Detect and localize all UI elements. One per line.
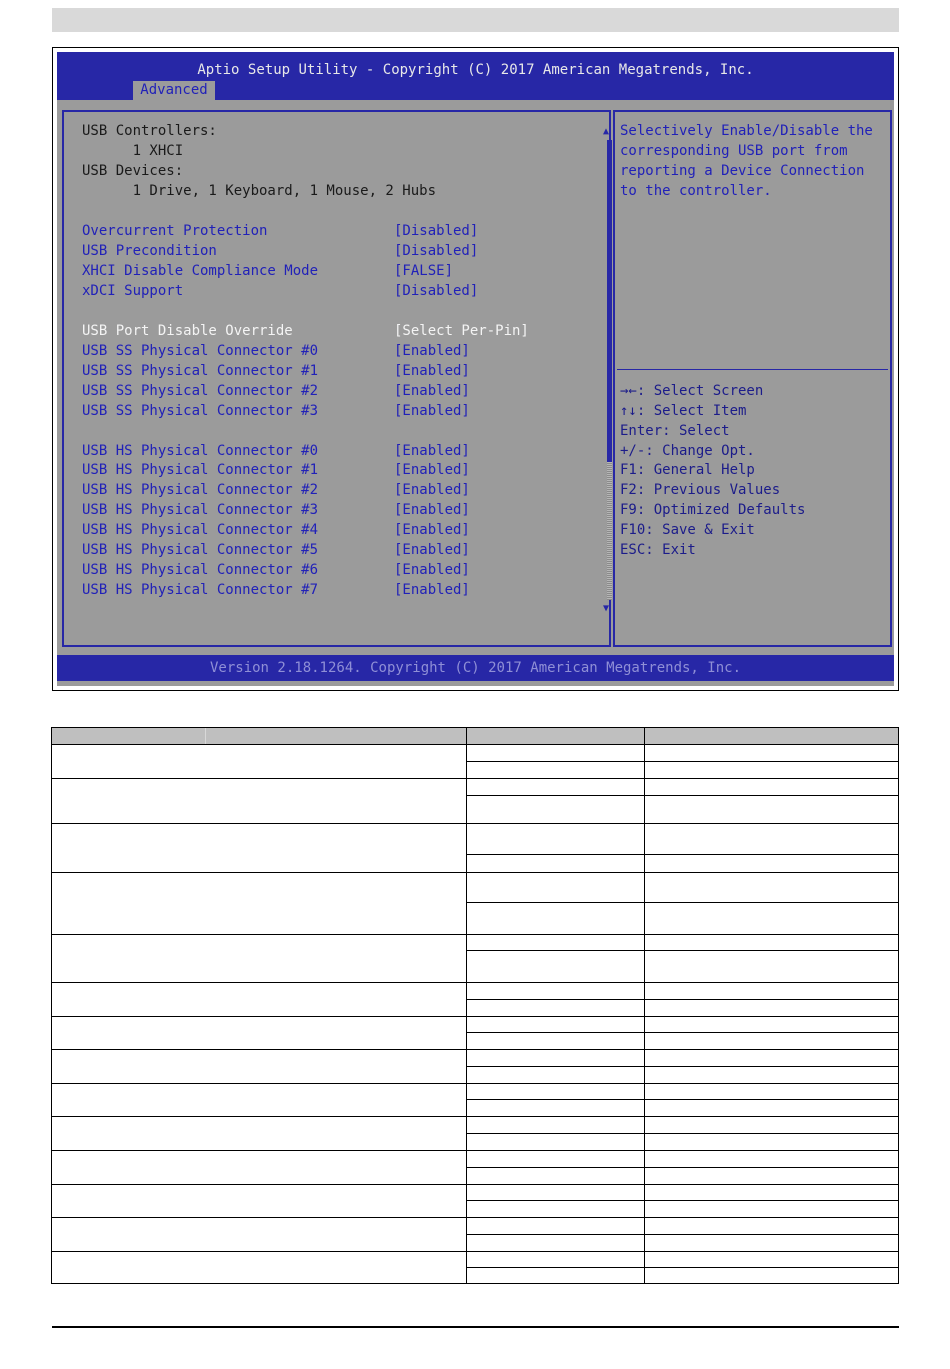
setting-overcurrent-protection[interactable]: Overcurrent Protection: [82, 223, 268, 239]
tab-advanced[interactable]: Advanced: [133, 81, 215, 100]
help-text-line: Selectively Enable/Disable the: [620, 123, 873, 139]
setting-hs-connector-7[interactable]: USB HS Physical Connector #7: [82, 582, 319, 598]
help-text-line: to the controller.: [620, 183, 772, 199]
setting-hs-connector-3[interactable]: USB HS Physical Connector #3: [82, 502, 319, 518]
table-row-divider: [52, 1251, 898, 1252]
setting-hs-connector-2-value[interactable]: [Enabled]: [394, 482, 470, 498]
table-row-divider: [52, 1217, 898, 1218]
scroll-up-arrow-icon[interactable]: ▲: [603, 126, 610, 137]
key-hint-select-item: ↑↓: Select Item: [620, 403, 747, 419]
setting-ss-connector-0-value[interactable]: [Enabled]: [394, 343, 470, 359]
setting-usb-precondition-value[interactable]: [Disabled]: [394, 243, 479, 259]
table-row-divider: [52, 982, 898, 983]
setting-hs-connector-5[interactable]: USB HS Physical Connector #5: [82, 542, 319, 558]
setting-hs-connector-6-value[interactable]: [Enabled]: [394, 562, 470, 578]
bios-header: [57, 52, 894, 100]
table-subrow-divider: [466, 1099, 898, 1100]
help-text-line: reporting a Device Connection: [620, 163, 865, 179]
setting-overcurrent-protection-value[interactable]: [Disabled]: [394, 223, 479, 239]
table-row-divider: [52, 1150, 898, 1151]
key-hint-select-screen: →←: Select Screen: [620, 383, 764, 399]
table-subrow-divider: [466, 1032, 898, 1033]
table-row-divider: [52, 1049, 898, 1050]
table-subrow-divider: [466, 854, 898, 855]
table-subrow-divider: [466, 1167, 898, 1168]
setting-ss-connector-1[interactable]: USB SS Physical Connector #1: [82, 363, 319, 379]
setting-ss-connector-3[interactable]: USB SS Physical Connector #3: [82, 403, 319, 419]
setting-xdci-support[interactable]: xDCI Support: [82, 283, 184, 299]
setting-xhci-compliance-mode-value[interactable]: [FALSE]: [394, 263, 454, 279]
setting-usb-port-disable-override-value[interactable]: [Select Per-Pin]: [394, 323, 529, 339]
table-subrow-divider: [466, 1267, 898, 1268]
setting-ss-connector-1-value[interactable]: [Enabled]: [394, 363, 470, 379]
key-hint-change-opt: +/-: Change Opt.: [620, 443, 755, 459]
setting-hs-connector-0[interactable]: USB HS Physical Connector #0: [82, 443, 319, 459]
page-header-bar: [52, 8, 899, 32]
setting-hs-connector-5-value[interactable]: [Enabled]: [394, 542, 470, 558]
table-subrow-divider: [466, 761, 898, 762]
table-subrow-divider: [466, 950, 898, 951]
table-row-divider: [52, 778, 898, 779]
usb-controllers-value: 1 XHCI: [82, 143, 184, 159]
table-subrow-divider: [466, 1133, 898, 1134]
table-row-divider: [52, 1016, 898, 1017]
usb-controllers-label: USB Controllers:: [82, 123, 217, 139]
key-hint-f10: F10: Save & Exit: [620, 522, 755, 538]
key-hint-f2: F2: Previous Values: [620, 482, 781, 498]
bios-title: Aptio Setup Utility - Copyright (C) 2017 American Megatrends, Inc.: [197, 62, 754, 78]
setting-hs-connector-7-value[interactable]: [Enabled]: [394, 582, 470, 598]
table-subrow-divider: [466, 999, 898, 1000]
key-hint-f1: F1: General Help: [620, 462, 755, 478]
bios-screen: [57, 52, 894, 686]
table-subrow-divider: [466, 1066, 898, 1067]
scrollbar-thumb[interactable]: [607, 140, 612, 462]
key-hint-f9: F9: Optimized Defaults: [620, 502, 806, 518]
bios-screenshot-frame: [52, 47, 899, 691]
key-hint-esc: ESC: Exit: [620, 542, 696, 558]
table-subrow-divider: [466, 1234, 898, 1235]
setting-hs-connector-0-value[interactable]: [Enabled]: [394, 443, 470, 459]
table-subrow-divider: [466, 795, 898, 796]
help-divider: [617, 369, 888, 370]
setting-usb-port-disable-override[interactable]: USB Port Disable Override: [82, 323, 293, 339]
bios-footer: [57, 655, 894, 681]
setting-hs-connector-4[interactable]: USB HS Physical Connector #4: [82, 522, 319, 538]
setting-ss-connector-2-value[interactable]: [Enabled]: [394, 383, 470, 399]
table-row-divider: [52, 872, 898, 873]
setting-hs-connector-1-value[interactable]: [Enabled]: [394, 462, 470, 478]
table-header-divider: [205, 728, 206, 744]
setting-hs-connector-2[interactable]: USB HS Physical Connector #2: [82, 482, 319, 498]
usb-devices-value: 1 Drive, 1 Keyboard, 1 Mouse, 2 Hubs: [82, 183, 437, 199]
setting-hs-connector-4-value[interactable]: [Enabled]: [394, 522, 470, 538]
table-row-divider: [52, 1116, 898, 1117]
setting-hs-connector-3-value[interactable]: [Enabled]: [394, 502, 470, 518]
key-hint-enter: Enter: Select: [620, 423, 730, 439]
usb-devices-label: USB Devices:: [82, 163, 184, 179]
table-subrow-divider: [466, 1200, 898, 1201]
table-row-divider: [52, 1083, 898, 1084]
table-row-divider: [52, 744, 898, 745]
table-row-divider: [52, 823, 898, 824]
help-panel: [613, 110, 892, 647]
setting-usb-precondition[interactable]: USB Precondition: [82, 243, 217, 259]
table-row-divider: [52, 934, 898, 935]
setting-xhci-compliance-mode[interactable]: XHCI Disable Compliance Mode: [82, 263, 319, 279]
bios-version-text: Version 2.18.1264. Copyright (C) 2017 American Megatrends, Inc.: [209, 660, 741, 676]
page-footer-rule: [52, 1326, 899, 1328]
help-text-line: corresponding USB port from: [620, 143, 848, 159]
setting-hs-connector-1[interactable]: USB HS Physical Connector #1: [82, 462, 319, 478]
table-row-divider: [52, 1184, 898, 1185]
setting-hs-connector-6[interactable]: USB HS Physical Connector #6: [82, 562, 319, 578]
settings-panel: [62, 110, 611, 647]
setting-xdci-support-value[interactable]: [Disabled]: [394, 283, 479, 299]
setting-ss-connector-0[interactable]: USB SS Physical Connector #0: [82, 343, 319, 359]
table-header-row: [52, 728, 898, 744]
scroll-down-arrow-icon[interactable]: ▼: [603, 603, 610, 614]
setting-ss-connector-3-value[interactable]: [Enabled]: [394, 403, 470, 419]
settings-table: [51, 727, 899, 1284]
table-subrow-divider: [466, 902, 898, 903]
setting-ss-connector-2[interactable]: USB SS Physical Connector #2: [82, 383, 319, 399]
